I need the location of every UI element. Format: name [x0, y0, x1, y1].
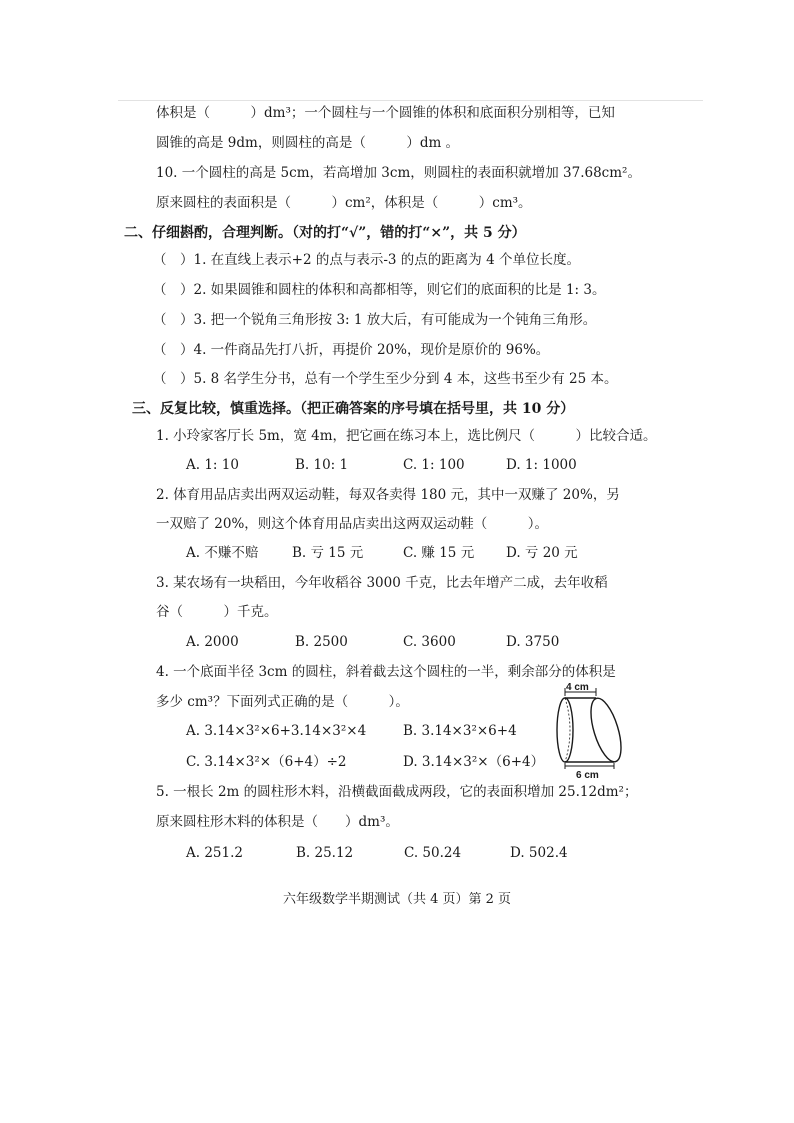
q10-line-2: 原来圆柱的表面积是（ ）cm²，体积是（ ）cm³。 — [156, 195, 532, 211]
top-rule — [118, 100, 703, 101]
choice-q5-stem-2: 原来圆柱形木料的体积是（ ）dm³。 — [156, 814, 399, 830]
judge-item-5: （ ）5. 8 名学生分书，总有一个学生至少分到 4 本，这些书至少有 25 本。 — [153, 371, 618, 387]
q9-line-1: 体积是（ ）dm³；一个圆柱与一个圆锥的体积和底面积分别相等，已知 — [156, 105, 615, 121]
choice-q2-option-c: C. 赚 15 元 — [403, 545, 475, 561]
choice-q3-option-c: C. 3600 — [403, 634, 456, 650]
cut-cylinder-figure — [548, 680, 633, 780]
choice-q3-option-d: D. 3750 — [506, 634, 560, 650]
choice-q2-option-b: B. 亏 15 元 — [292, 545, 364, 561]
choice-q1-option-a: A. 1: 10 — [186, 457, 239, 473]
choice-q1-stem: 1. 小玲家客厅长 5m，宽 4m，把它画在练习本上，选比例尺（ ）比较合适。 — [156, 428, 657, 444]
choice-q4-option-c: C. 3.14×3²×（6+4）÷2 — [186, 754, 347, 770]
choice-q1-option-c: C. 1: 100 — [403, 457, 465, 473]
q10-line-1: 10. 一个圆柱的高是 5cm，若高增加 3cm，则圆柱的表面积就增加 37.68cm²。 — [156, 165, 641, 181]
section-2-title: 二、仔细斟酌，合理判断。（对的打“√”，错的打“×”，共 5 分） — [124, 225, 526, 241]
choice-q5-option-d: D. 502.4 — [510, 845, 568, 861]
choice-q2-stem-1: 2. 体育用品店卖出两双运动鞋，每双各卖得 180 元，其中一双赚了 20%，另 — [156, 487, 620, 503]
choice-q2-option-d: D. 亏 20 元 — [506, 545, 578, 561]
choice-q4-option-b: B. 3.14×3²×6+4 — [403, 723, 517, 739]
choice-q4-stem-1: 4. 一个底面半径 3cm 的圆柱，斜着截去这个圆柱的一半，剩余部分的体积是 — [156, 664, 616, 680]
cylinder-cut-face — [585, 695, 627, 765]
judge-item-4: （ ）4. 一件商品先打八折，再提价 20%，现价是原价的 96%。 — [153, 342, 550, 358]
bottom-dimension-label: 6 cm — [576, 770, 599, 780]
choice-q3-stem-1: 3. 某农场有一块稻田，今年收稻谷 3000 千克，比去年增产二成，去年收稻 — [156, 575, 608, 591]
cylinder-left-base — [557, 698, 573, 762]
choice-q4-stem-2: 多少 cm³？下面列式正确的是（ ）。 — [156, 694, 409, 710]
choice-q3-option-b: B. 2500 — [295, 634, 348, 650]
choice-q4-option-a: A. 3.14×3²×6+3.14×3²×4 — [186, 723, 367, 739]
choice-q5-option-a: A. 251.2 — [186, 845, 243, 861]
choice-q5-option-c: C. 50.24 — [404, 845, 462, 861]
choice-q3-stem-2: 谷（ ）千克。 — [156, 604, 278, 620]
judge-item-1: （ ）1. 在直线上表示+2 的点与表示-3 的点的距离为 4 个单位长度。 — [153, 252, 580, 268]
section-3-title: 三、反复比较，慎重选择。（把正确答案的序号填在括号里，共 10 分） — [132, 401, 575, 417]
choice-q1-option-b: B. 10: 1 — [295, 457, 349, 473]
choice-q5-option-b: B. 25.12 — [296, 845, 354, 861]
top-dimension-label: 4 cm — [566, 682, 589, 693]
q9-line-2: 圆锥的高是 9dm，则圆柱的高是（ ）dm 。 — [156, 135, 460, 151]
choice-q1-option-d: D. 1: 1000 — [506, 457, 577, 473]
choice-q3-option-a: A. 2000 — [186, 634, 239, 650]
page-footer: 六年级数学半期测试（共 4 页）第 2 页 — [282, 892, 512, 907]
choice-q2-stem-2: 一双赔了 20%，则这个体育用品店卖出这两双运动鞋（ ）。 — [156, 516, 549, 532]
choice-q2-option-a: A. 不赚不赔 — [186, 545, 259, 561]
choice-q5-stem-1: 5. 一根长 2m 的圆柱形木料，沿横截面截成两段，它的表面积增加 25.12dm²； — [156, 784, 638, 800]
judge-item-3: （ ）3. 把一个锐角三角形按 3: 1 放大后，有可能成为一个钝角三角形。 — [153, 312, 597, 328]
judge-item-2: （ ）2. 如果圆锥和圆柱的体积和高都相等，则它们的底面积的比是 1: 3。 — [153, 282, 606, 298]
choice-q4-option-d: D. 3.14×3²×（6+4） — [403, 754, 545, 770]
